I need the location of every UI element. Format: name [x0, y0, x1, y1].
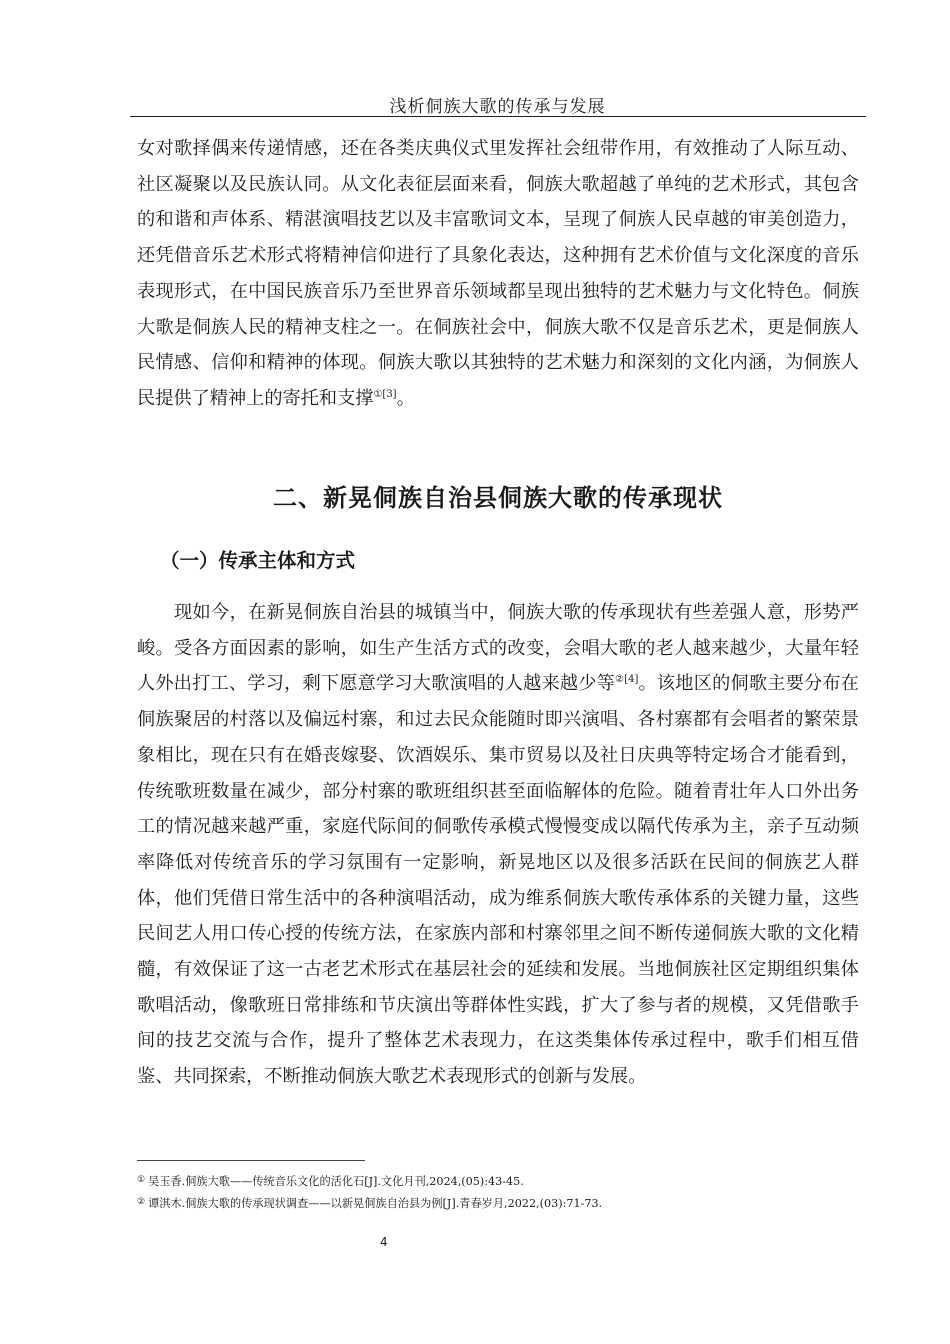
paragraph-text: 。该地区的侗歌主要分布在侗族聚居的村落以及偏远村寨，和过去民众能随时即兴演唱、各村寨都有会唱者的繁荣景象相比，现在只有在婚丧嫁娶、饮酒娱乐、集市贸易以及社日庆典等特定场合才能看到，传统歌班数量在减少，部分村寨的歌班组织甚至面临解体的危险。随着青壮年人口外出务工的情况越来越严重，家庭代际间的侗歌传承模式慢慢变成以隔代传承为主，亲子互动频率降低对传统音乐的学习氛围有一定影响，新晃地区以及很多活跃在民间的侗族艺人群体，他们凭借日常生活中的各种演唱活动，成为维系侗族大歌传承体系的关键力量，这些民间艺人用口传心授的传统方法，在家族内部和村寨邻里之间不断传递侗族大歌的文化精髓，有效保证了这一古老艺术形式在基层社会的延续和发展。当地侗族社区定期组织集体歌唱活动，像歌班日常排练和节庆演出等群体性实践，扩大了参与者的规模，又凭借歌手间的技艺交流与合作，提升了整体艺术表现力，在这类集体传承过程中，歌手们相互借鉴、共同探索，不断推动侗族大歌艺术表现形式的创新与发展。 — [137, 673, 859, 1088]
footnote-mark: ① — [137, 1175, 146, 1185]
footnote-mark: ② — [137, 1197, 146, 1207]
footnote-text: 吴玉香.侗族大歌——传统音乐文化的活化石[J].文化月刊,2024,(05):43-45. — [148, 1175, 524, 1188]
running-header: 浅析侗族大歌的传承与发展 — [389, 97, 606, 117]
citation-mark: ①[3] — [373, 388, 397, 400]
footnote-text: 谭淇木.侗族大歌的传承现状调查——以新晃侗族自治县为例[J].青春岁月,2022,(03):71-73. — [148, 1197, 603, 1210]
section-heading: 二、新晃侗族自治县侗族大歌的传承现状 — [273, 484, 723, 512]
footnotes — [137, 1170, 859, 1214]
subsection-heading: （一）传承主体和方式 — [160, 549, 356, 572]
footnote-separator — [137, 1160, 365, 1161]
header-rule — [130, 116, 866, 117]
page-number: 4 — [380, 1235, 388, 1249]
body-paragraph — [137, 595, 859, 1095]
paragraph-text: 现如今，在新晃侗族自治县的城镇当中，侗族大歌的传承现状有些差强人意，形势严峻。受各方面因素的影响，如生产生活方式的改变，会唱大歌的老人越来越少，大量年轻人外出打工、学习，剩下愿意学习大歌演唱的人越来越少等 — [137, 602, 859, 695]
footnote — [137, 1170, 859, 1192]
footnote — [137, 1192, 859, 1214]
paragraph-text: 女对歌择偶来传递情感，还在各类庆典仪式里发挥社会纽带作用，有效推动了人际互动、社区凝聚以及民族认同。从文化表征层面来看，侗族大歌超越了单纯的艺术形式，其包含的和谐和声体系、精湛演唱技艺以及丰富歌词文本，呈现了侗族人民卓越的审美创造力，还凭借音乐艺术形式将精神信仰进行了具象化表达，这种拥有艺术价值与文化深度的音乐表现形式，在中国民族音乐乃至世界音乐领域都呈现出独特的艺术魅力与文化特色。侗族大歌是侗族人民的精神支柱之一。在侗族社会中，侗族大歌不仅是音乐艺术，更是侗族人民情感、信仰和精神的体现。侗族大歌以其独特的艺术魅力和深刻的文化内涵，为侗族人民提供了精神上的寄托和支撑 — [137, 138, 859, 409]
body-paragraph — [137, 131, 859, 417]
paragraph-end: 。 — [396, 387, 415, 409]
citation-mark: ②[4] — [615, 674, 639, 686]
